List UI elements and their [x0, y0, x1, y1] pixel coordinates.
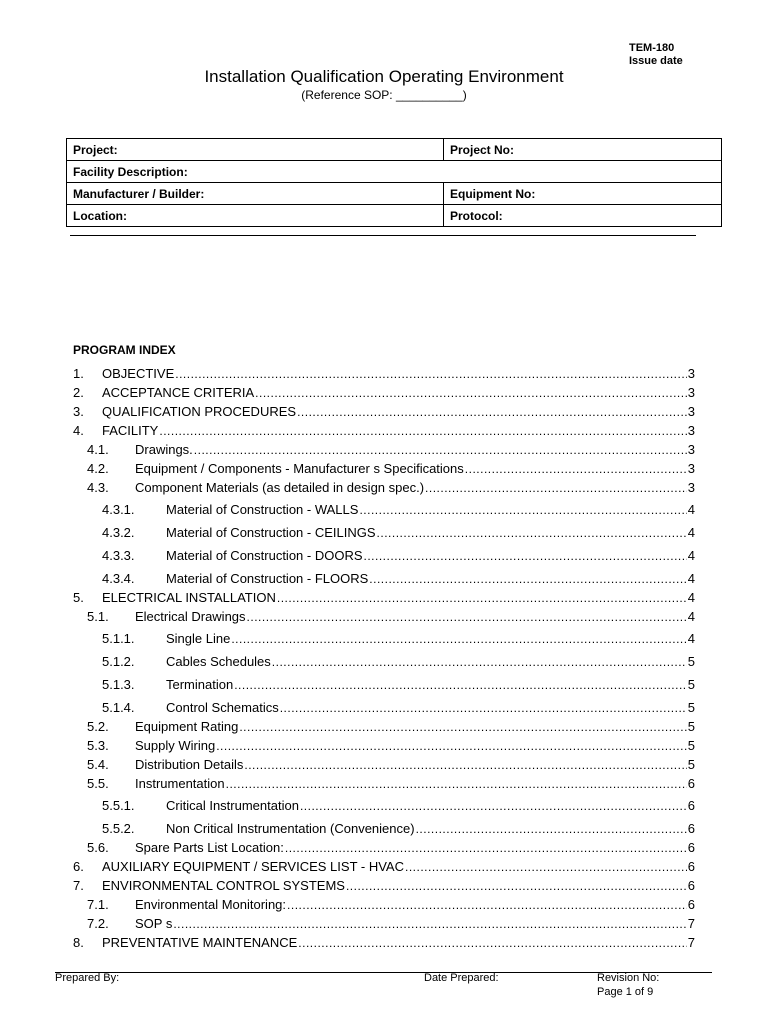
dot-leader: [465, 462, 687, 476]
toc-entry-number: 4.3.1.: [102, 502, 135, 517]
toc-entry-page: 6: [687, 821, 695, 836]
toc-entry-page: 7: [687, 935, 695, 950]
page-number: Page 1 of 9: [597, 986, 654, 998]
toc-entry-title: Instrumentation: [135, 776, 225, 791]
project-info-table: [66, 138, 722, 227]
toc-entry-page: 5: [687, 654, 695, 669]
toc-entry: [102, 796, 695, 813]
toc-entry: [73, 421, 695, 438]
toc-entry-page: 6: [687, 878, 695, 893]
toc-entry-title: Supply Wiring: [135, 738, 216, 753]
toc-entry-number: 7.: [73, 878, 84, 893]
toc-entry-title: SOP s: [135, 916, 173, 931]
dot-leader: [159, 424, 686, 438]
project-cell: Project:: [67, 139, 444, 161]
toc-entry-number: 4.: [73, 423, 84, 438]
date-prepared-label: Date Prepared:: [424, 972, 499, 984]
toc-entry-number: 8.: [73, 935, 84, 950]
dot-leader: [285, 841, 687, 855]
toc-entry: [87, 838, 695, 855]
toc-entry-page: 6: [687, 840, 695, 855]
toc-entry-number: 7.1.: [87, 897, 109, 912]
toc-entry: [102, 629, 695, 646]
toc-entry-page: 4: [687, 502, 695, 517]
dot-leader: [234, 678, 687, 692]
toc-entry-number: 5.5.: [87, 776, 109, 791]
toc-entry-number: 4.3.4.: [102, 571, 135, 586]
protocol-cell: Protocol:: [444, 205, 722, 227]
toc-entry-page: 5: [687, 719, 695, 734]
dot-leader: [359, 503, 686, 517]
toc-entry-number: 5.2.: [87, 719, 109, 734]
toc-entry-title: AUXILIARY EQUIPMENT / SERVICES LIST - HVAC: [102, 859, 404, 874]
toc-entry-page: 6: [687, 798, 695, 813]
toc-entry-title: FACILITY: [102, 423, 159, 438]
toc-entry-title: PREVENTATIVE MAINTENANCE: [102, 935, 298, 950]
dot-leader: [364, 549, 687, 563]
toc-entry: [102, 523, 695, 540]
toc-entry: [87, 895, 695, 912]
dot-leader: [272, 655, 687, 669]
dot-leader: [244, 758, 686, 772]
dot-leader: [231, 632, 686, 646]
toc-entry-number: 5.1.4.: [102, 700, 135, 715]
dot-leader: [226, 777, 687, 791]
dot-leader: [247, 610, 687, 624]
toc-entry: [102, 546, 695, 563]
dot-leader: [280, 701, 687, 715]
toc-entry: [87, 459, 695, 476]
toc-entry-number: 5.: [73, 590, 84, 605]
toc-entry-page: 5: [687, 677, 695, 692]
toc-entry-title: Environmental Monitoring:: [135, 897, 287, 912]
toc-entry-title: Control Schematics: [166, 700, 279, 715]
toc-entry-page: 3: [687, 423, 695, 438]
reference-sop: (Reference SOP: __________): [301, 88, 467, 102]
toc-entry-page: 3: [687, 385, 695, 400]
facility-description-cell: Facility Description:: [67, 161, 722, 183]
toc-entry-page: 7: [687, 916, 695, 931]
toc-entry-page: 4: [687, 548, 695, 563]
toc-entry: [87, 478, 695, 495]
toc-entry: [87, 774, 695, 791]
toc-entry-title: Critical Instrumentation: [166, 798, 299, 813]
dot-leader: [377, 526, 687, 540]
toc-entry-number: 5.5.1.: [102, 798, 135, 813]
dot-leader: [287, 898, 687, 912]
toc-entry-title: Distribution Details: [135, 757, 244, 772]
toc-entry: [102, 819, 695, 836]
toc-entry-number: 3.: [73, 404, 84, 419]
location-cell: Location:: [67, 205, 444, 227]
toc-entry-page: 3: [687, 461, 695, 476]
toc-entry-title: Electrical Drawings: [135, 609, 246, 624]
dot-leader: [175, 367, 687, 381]
document-title: Installation Qualification Operating Environment: [204, 67, 564, 86]
toc-entry-title: Non Critical Instrumentation (Convenience): [166, 821, 415, 836]
toc-entry-page: 6: [687, 859, 695, 874]
toc-entry-number: 5.5.2.: [102, 821, 135, 836]
toc-entry-page: 3: [687, 480, 695, 495]
toc-entry: [87, 736, 695, 753]
toc-entry: [102, 500, 695, 517]
dot-leader: [416, 822, 687, 836]
dot-leader: [297, 405, 687, 419]
toc-entry-page: 4: [687, 590, 695, 605]
toc-entry-page: 4: [687, 631, 695, 646]
manufacturer-cell: Manufacturer / Builder:: [67, 183, 444, 205]
toc-entry-number: 1.: [73, 366, 84, 381]
dot-leader: [239, 720, 686, 734]
toc-entry-title: ELECTRICAL INSTALLATION: [102, 590, 276, 605]
toc-entry-number: 4.1.: [87, 442, 109, 457]
toc-entry: [87, 755, 695, 772]
toc-entry-title: Termination: [166, 677, 234, 692]
dot-leader: [298, 936, 686, 950]
table-row: [67, 205, 722, 227]
toc-entry-title: Spare Parts List Location:: [135, 840, 284, 855]
toc-entry-title: Material of Construction - DOORS: [166, 548, 363, 563]
toc-entry-title: Material of Construction - FLOORS: [166, 571, 369, 586]
toc-entry-title: Equipment / Components - Manufacturer s Specifications: [135, 461, 464, 476]
toc-entry-page: 5: [687, 700, 695, 715]
toc-entry-number: 6.: [73, 859, 84, 874]
toc-entry-title: QUALIFICATION PROCEDURES: [102, 404, 297, 419]
toc-entry-page: 4: [687, 609, 695, 624]
dot-leader: [425, 481, 687, 495]
toc-entry: [87, 717, 695, 734]
dot-leader: [277, 591, 687, 605]
toc-entry-title: Equipment Rating: [135, 719, 239, 734]
toc-entry: [73, 402, 695, 419]
dot-leader: [194, 443, 687, 457]
toc-entry: [73, 588, 695, 605]
toc-entry-number: 5.6.: [87, 840, 109, 855]
toc-entry-title: OBJECTIVE: [102, 366, 175, 381]
toc-entry: [87, 607, 695, 624]
toc-entry-title: Material of Construction - CEILINGS: [166, 525, 376, 540]
toc-entry: [73, 364, 695, 381]
dot-leader: [405, 860, 687, 874]
toc-entry-page: 6: [687, 897, 695, 912]
toc-entry: [102, 698, 695, 715]
document-code-block: [629, 42, 683, 68]
project-no-cell: Project No:: [444, 139, 722, 161]
toc-entry-page: 5: [687, 757, 695, 772]
toc-entry-page: 3: [687, 404, 695, 419]
divider: [70, 235, 696, 236]
prepared-by-label: Prepared By:: [55, 972, 120, 984]
toc-entry: [102, 569, 695, 586]
toc-entry-page: 3: [687, 442, 695, 457]
toc-entry: [73, 857, 695, 874]
table-row: [67, 183, 722, 205]
dot-leader: [346, 879, 687, 893]
dot-leader: [300, 799, 687, 813]
toc-entry-title: ENVIRONMENTAL CONTROL SYSTEMS: [102, 878, 345, 893]
toc-entry-page: 3: [687, 366, 695, 381]
table-row: [67, 139, 722, 161]
toc-entry-page: 4: [687, 525, 695, 540]
toc-entry: [87, 440, 695, 457]
toc-entry-title: Cables Schedules: [166, 654, 271, 669]
dot-leader: [369, 572, 686, 586]
toc-entry-number: 5.1.3.: [102, 677, 135, 692]
toc-entry-number: 5.1.2.: [102, 654, 135, 669]
toc-entry: [102, 652, 695, 669]
toc-entry-title: Single Line: [166, 631, 231, 646]
revision-no-label: Revision No:: [597, 972, 660, 984]
toc-entry: [87, 914, 695, 931]
toc-entry-page: 4: [687, 571, 695, 586]
toc-entry-number: 5.3.: [87, 738, 109, 753]
dot-leader: [216, 739, 687, 753]
toc-entry: [102, 675, 695, 692]
toc-entry: [73, 876, 695, 893]
toc-entry-number: 4.3.3.: [102, 548, 135, 563]
toc-entry-number: 5.4.: [87, 757, 109, 772]
dot-leader: [255, 386, 687, 400]
toc-entry-title: Component Materials (as detailed in design spec.): [135, 480, 425, 495]
toc-entry-title: Material of Construction - WALLS: [166, 502, 359, 517]
program-index-heading: PROGRAM INDEX: [73, 343, 176, 357]
equipment-no-cell: Equipment No:: [444, 183, 722, 205]
toc-entry-title: Drawings.: [135, 442, 193, 457]
toc-entry-number: 4.3.2.: [102, 525, 135, 540]
toc-entry-page: 5: [687, 738, 695, 753]
toc-entry: [73, 383, 695, 400]
toc-entry-number: 4.2.: [87, 461, 109, 476]
issue-date-label: Issue date: [629, 55, 683, 67]
toc-entry-page: 6: [687, 776, 695, 791]
dot-leader: [173, 917, 686, 931]
toc-entry-number: 5.1.1.: [102, 631, 135, 646]
toc-entry-number: 5.1.: [87, 609, 109, 624]
toc-entry: [73, 933, 695, 950]
document-code: TEM-180: [629, 42, 675, 54]
toc-entry-number: 4.3.: [87, 480, 109, 495]
table-row: [67, 161, 722, 183]
toc-entry-number: 7.2.: [87, 916, 109, 931]
toc-entry-title: ACCEPTANCE CRITERIA: [102, 385, 255, 400]
toc-entry-number: 2.: [73, 385, 84, 400]
